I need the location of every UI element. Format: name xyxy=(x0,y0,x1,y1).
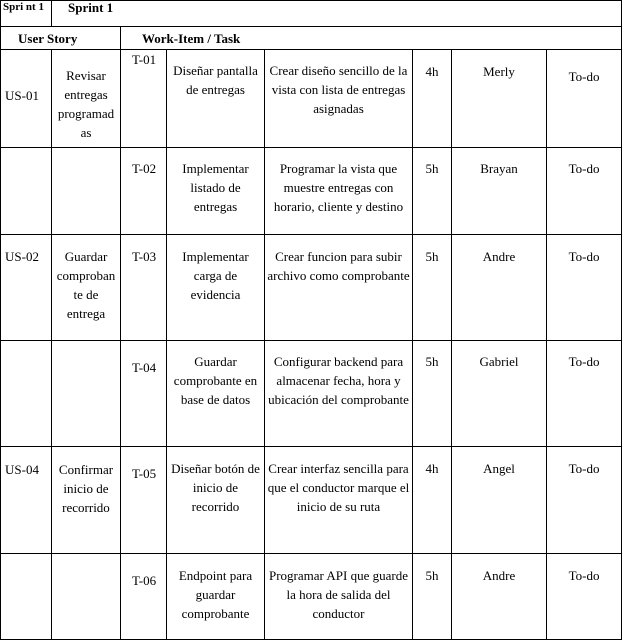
story-cell xyxy=(52,148,121,235)
task-id-cell: T-05 xyxy=(121,447,167,554)
status-cell: To-do xyxy=(547,554,622,640)
table-row xyxy=(1,50,622,148)
task-id-cell: T-01 xyxy=(121,50,167,148)
sprint-header-row xyxy=(1,1,622,27)
column-header-row xyxy=(1,27,622,50)
status-cell: To-do xyxy=(547,447,622,554)
table-row xyxy=(1,148,622,235)
owner-cell: Brayan xyxy=(452,148,547,235)
story-cell xyxy=(52,341,121,447)
hours-cell: 5h xyxy=(413,341,452,447)
owner-cell: Andre xyxy=(452,235,547,341)
sprint-label-cell: Sprint 1 xyxy=(52,1,622,27)
owner-cell: Andre xyxy=(452,554,547,640)
task-description-cell: Crear funcion para subir archivo como comprobante xyxy=(265,235,413,341)
task-id-cell: T-04 xyxy=(121,341,167,447)
story-id-cell: US-04 xyxy=(1,447,52,554)
task-title-cell: Implementar carga de evidencia xyxy=(167,235,265,341)
work-item-heading: Work-Item / Task xyxy=(121,27,622,50)
task-id-cell: T-02 xyxy=(121,148,167,235)
user-story-heading: User Story xyxy=(1,27,121,50)
story-cell: Confirmar inicio de recorrido xyxy=(52,447,121,554)
task-title-cell: Diseñar pantalla de entregas xyxy=(167,50,265,148)
task-description-cell: Crear interfaz sencilla para que el conductor marque el inicio de su ruta xyxy=(265,447,413,554)
status-cell: To-do xyxy=(547,235,622,341)
hours-cell: 4h xyxy=(413,50,452,148)
owner-cell: Merly xyxy=(452,50,547,148)
task-id-cell: T-03 xyxy=(121,235,167,341)
task-description-cell: Crear diseño sencillo de la vista con lista de entregas asignadas xyxy=(265,50,413,148)
status-cell: To-do xyxy=(547,148,622,235)
table-row xyxy=(1,235,622,341)
story-id-cell xyxy=(1,341,52,447)
story-cell: Guardar comproban te de entrega xyxy=(52,235,121,341)
table-row xyxy=(1,341,622,447)
task-description-cell: Configurar backend para almacenar fecha, hora y ubicación del comprobante xyxy=(265,341,413,447)
hours-cell: 5h xyxy=(413,554,452,640)
task-id-cell: T-06 xyxy=(121,554,167,640)
status-cell: To-do xyxy=(547,341,622,447)
task-title-cell: Implementar listado de entregas xyxy=(167,148,265,235)
task-description-cell: Programar la vista que muestre entregas con horario, cliente y destino xyxy=(265,148,413,235)
sprint-abbr-cell: Spri nt 1 xyxy=(1,1,52,27)
owner-cell: Angel xyxy=(452,447,547,554)
story-id-cell xyxy=(1,148,52,235)
story-cell: Revisar entregas programad as xyxy=(52,50,121,148)
task-title-cell: Guardar comprobante en base de datos xyxy=(167,341,265,447)
task-title-cell: Diseñar botón de inicio de recorrido xyxy=(167,447,265,554)
story-id-cell: US-01 xyxy=(1,50,52,148)
hours-cell: 5h xyxy=(413,235,452,341)
status-cell: To-do xyxy=(547,50,622,148)
story-id-cell: US-02 xyxy=(1,235,52,341)
owner-cell: Gabriel xyxy=(452,341,547,447)
story-cell xyxy=(52,554,121,640)
task-title-cell: Endpoint para guardar comprobante xyxy=(167,554,265,640)
table-row xyxy=(1,447,622,554)
hours-cell: 5h xyxy=(413,148,452,235)
table-row xyxy=(1,554,622,640)
hours-cell: 4h xyxy=(413,447,452,554)
story-id-cell xyxy=(1,554,52,640)
task-description-cell: Programar API que guarde la hora de salida del conductor xyxy=(265,554,413,640)
